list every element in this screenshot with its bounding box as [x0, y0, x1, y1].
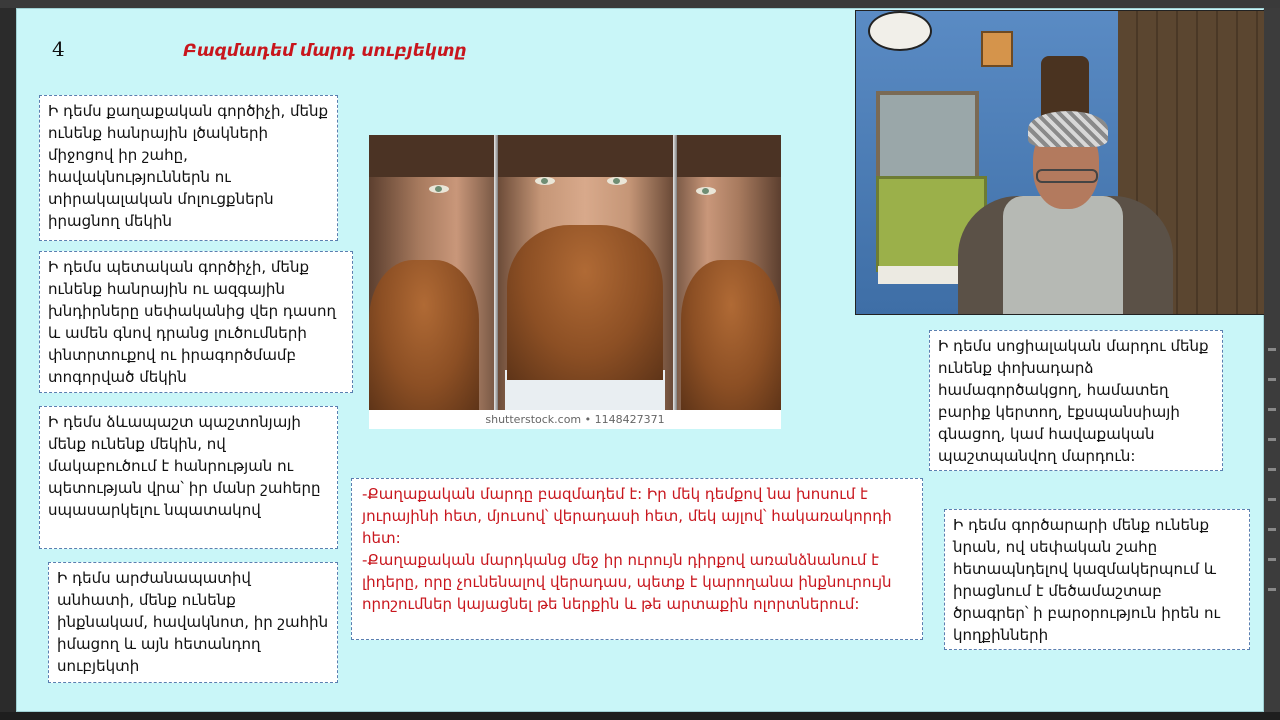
political-person-paragraph-1: -Քաղաքական մարդը բազմադեմ է: Իր մեկ դեմքով նա խոսում է յուրայինի հետ, մյուսով՝ վերադասի հետ, մեկ այլով՝ հակառակորդի հետ:: [362, 485, 892, 547]
window-top-bar: [0, 0, 1280, 8]
text-box-dignified-individual-text: Ի դեմս արժանապատիվ անհատի, մենք ունենք ինքնակամ, հավակնոտ, իր շահին իմացող և այն հետանդող սուբյեկտի: [57, 569, 329, 675]
text-box-businessman: [944, 509, 1250, 650]
text-box-politician-text: Ի դեմս քաղաքական գործիչի, մենք ունենք հանրային լծակների միջոցով իր շահը, հավակնություններն ու տիրակալական մոլուցքներն իրացնող մեկին: [48, 102, 329, 230]
face-right-profile: [676, 135, 781, 410]
face-center: [497, 135, 673, 410]
political-person-paragraph-2: -Քաղաքական մարդկանց մեջ իր ուրույն դիրքով առանձնանում է լիդերը, որը չունենալով վերադաս, պետք է կարողանա ինքնուրույն որոշումներ կայացնել թե ներքին և թե արտաքին ոլորտներում:: [362, 551, 892, 613]
text-box-political-person: [351, 478, 923, 640]
text-box-social-person: [929, 330, 1223, 471]
image-caption: shutterstock.com • 1148427371: [485, 413, 665, 426]
text-box-social-person-text: Ի դեմս սոցիալական մարդու մենք ունենք փոխադարձ համագործակցող, համատեղ բարիք կերտող, էքսպանսիայի գնացող, կամ հավաքական պաշտպանվող մարդուն:: [938, 337, 1209, 465]
text-box-statesman: [39, 251, 353, 393]
presenter-webcam-feed: [855, 10, 1265, 315]
flat-cap: [1028, 111, 1108, 147]
window-bottom-bar: [0, 712, 1280, 720]
text-box-formal-official-text: Ի դեմս ձևապաշտ պաշտոնյայի մենք ունենք մեկին, ով մակաբուծում է հանրության ու պետության վրա՝ իր մանր շահերը սպասարկելու նպատակով: [48, 413, 321, 519]
cow-sign-decoration: [868, 11, 932, 51]
right-edge-strip: [1264, 8, 1280, 712]
mirror-edge-right: [673, 135, 677, 410]
face-left-profile: [369, 135, 494, 410]
three-faces-image: [369, 135, 781, 429]
bearded-faces-photo: [369, 135, 781, 410]
text-box-politician: [39, 95, 338, 241]
slide-title: Բազմադեմ մարդ սուբյեկտը: [183, 41, 467, 61]
text-box-formal-official: [39, 406, 338, 549]
text-box-businessman-text: Ի դեմս գործարարի մենք ունենք նրան, ով սեփական շահը հետապնդելով կազմակերպում և իրացնում է մեծամաշտաբ ծրագրեր՝ ի բարօրություն իրեն ու կողքինների: [953, 516, 1221, 644]
mirror-edge-left: [494, 135, 498, 410]
glasses: [1036, 169, 1098, 183]
presenter-person: [948, 111, 1178, 315]
slide-number: 4: [52, 37, 65, 61]
text-box-statesman-text: Ի դեմս պետական գործիչի, մենք ունենք հանրային ու ազգային խնդիրները սեփականից վեր դասող և ամեն գնով դրանց լուծումների փնտրտուքով ու իրագործմամբ տոգորված մեկին: [48, 258, 336, 386]
text-box-dignified-individual: [48, 562, 338, 683]
